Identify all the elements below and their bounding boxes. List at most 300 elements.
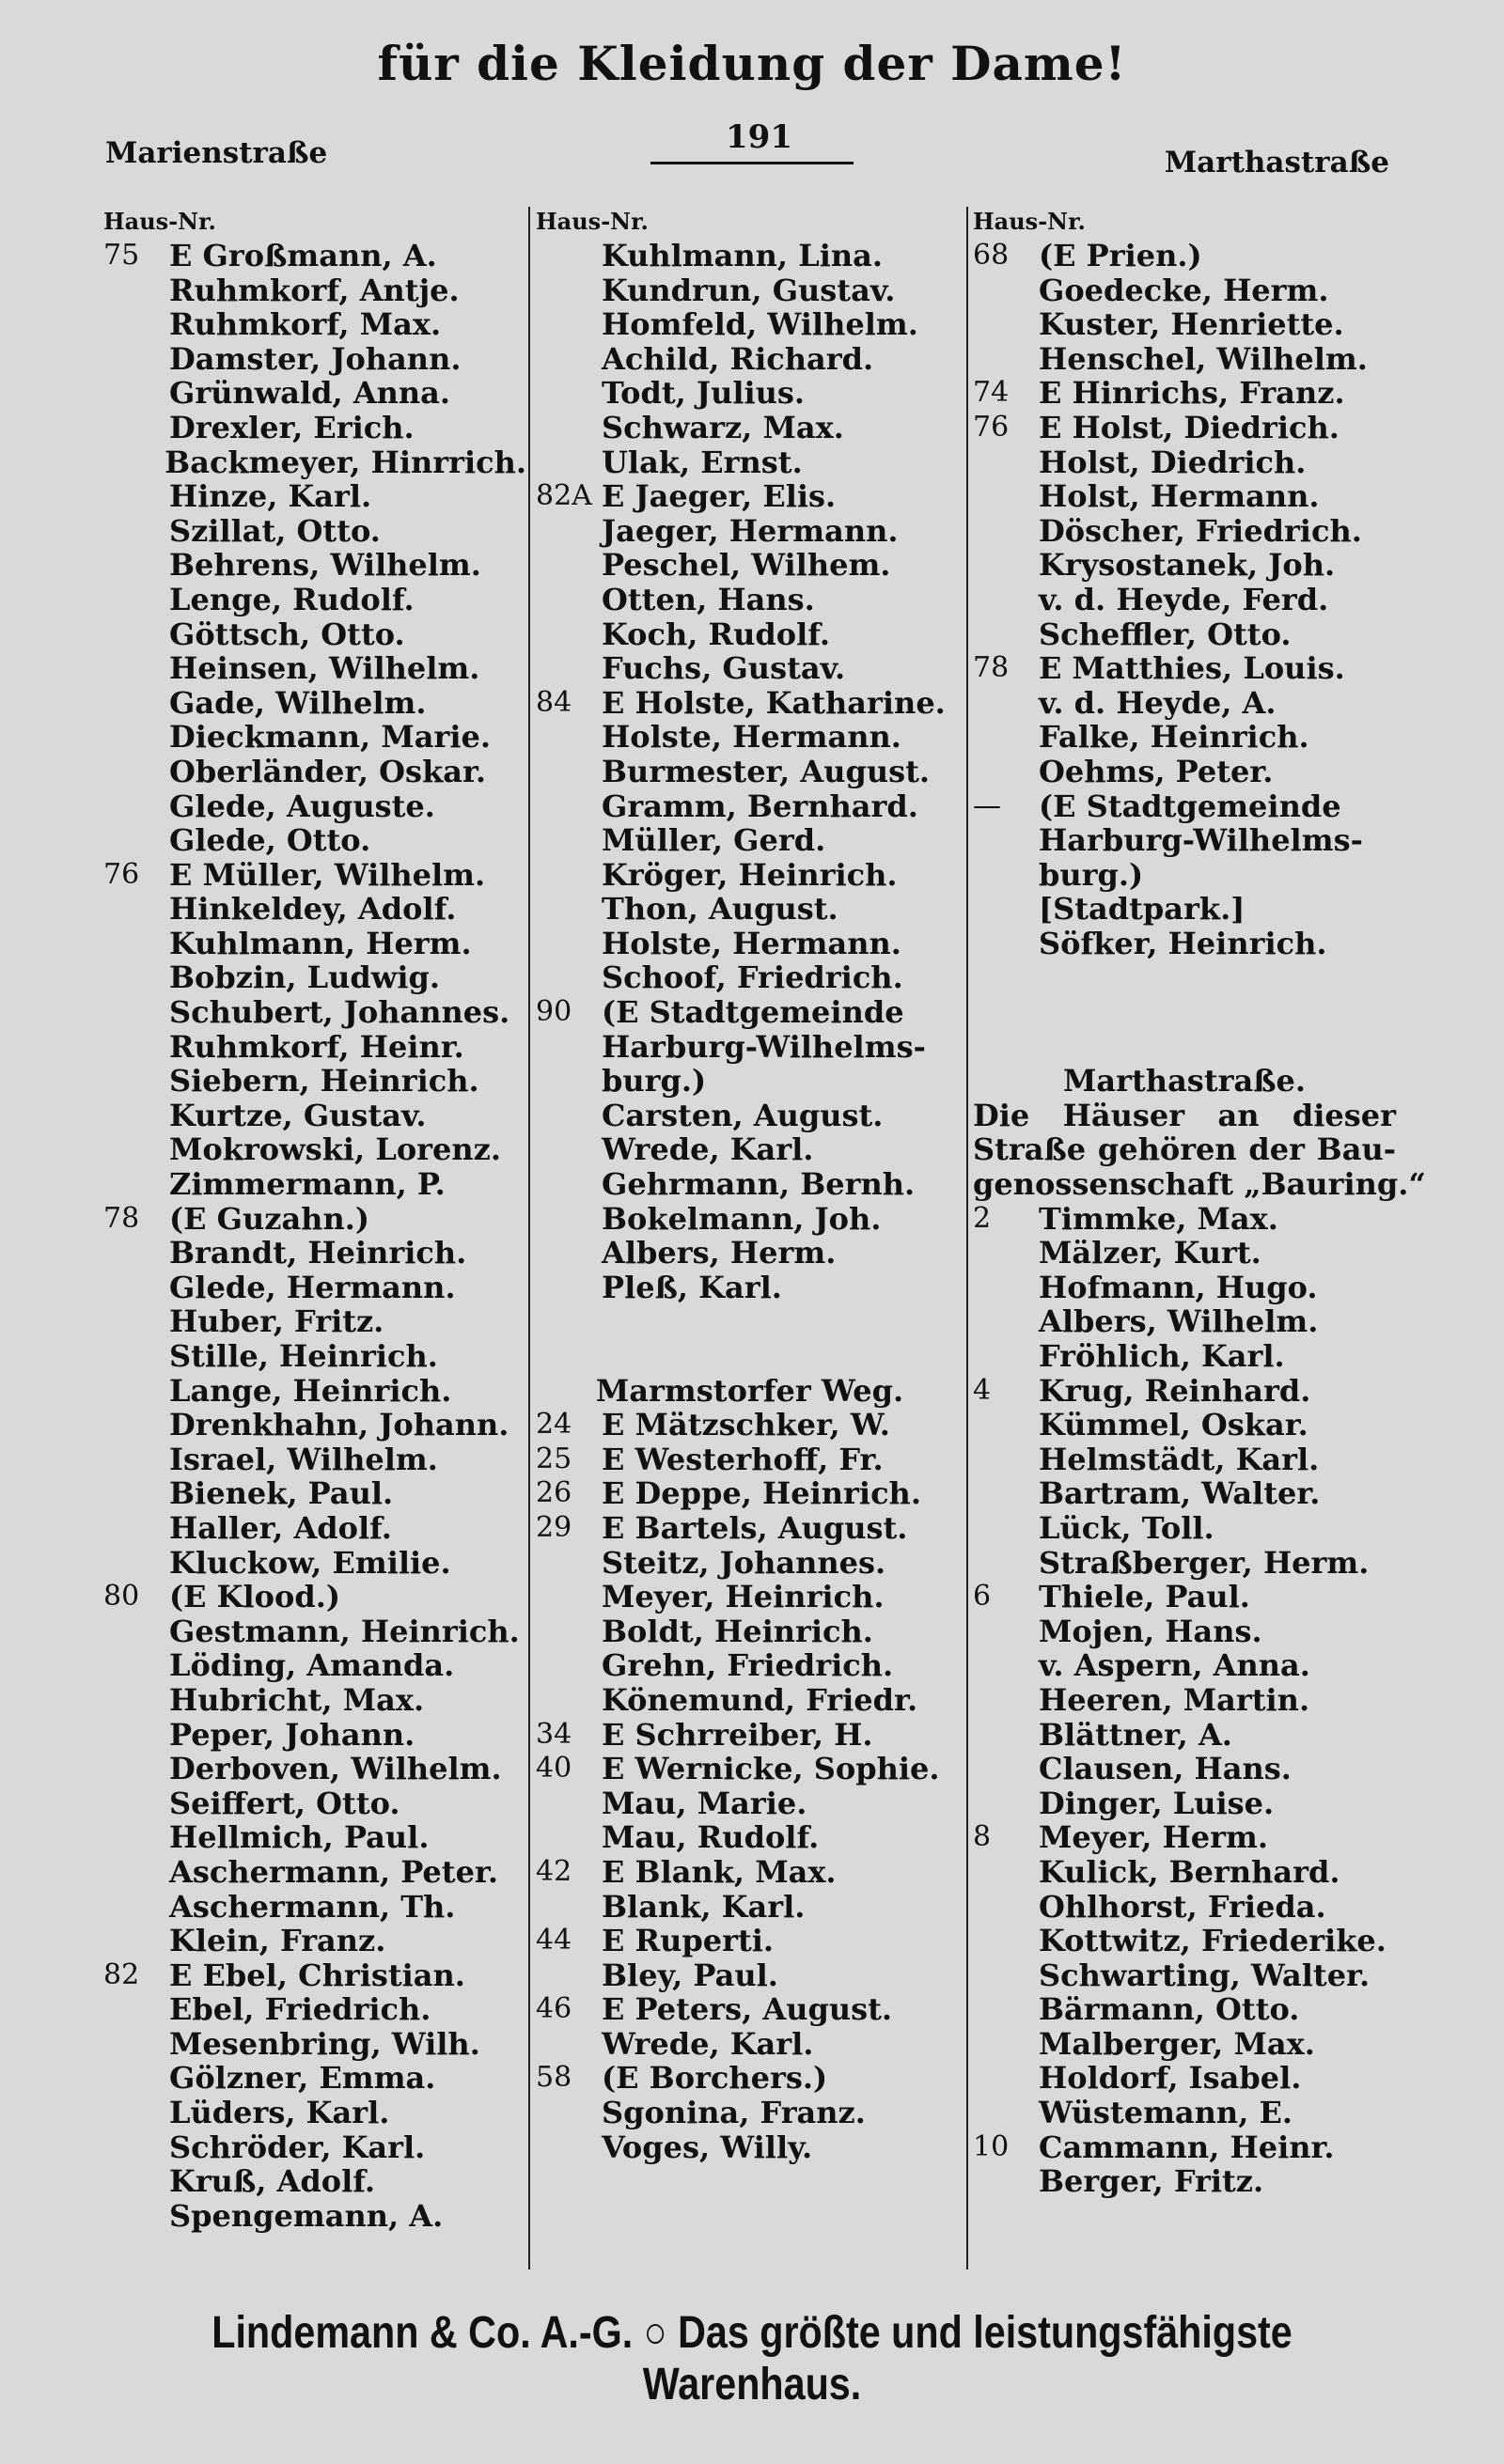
resident-entry [103, 2164, 526, 2199]
house-number [103, 1271, 169, 1305]
house-number: 76 [103, 857, 140, 891]
resident-entry [973, 1752, 1396, 1786]
resident-name: Pleß, Karl. [602, 1269, 782, 1305]
house-number: 8 [973, 1820, 992, 1854]
resident-name: Straßberger, Herm. [1039, 1544, 1370, 1581]
resident-entry [536, 2061, 964, 2096]
house-number: 24 [536, 1408, 572, 1442]
resident-entry [973, 1546, 1396, 1581]
house-number: 34 [536, 1717, 572, 1751]
house-number: 6 [973, 1580, 992, 1614]
resident-name: (E Stadtgemeinde [602, 994, 904, 1031]
resident-name: Bokelmann, Joh. [602, 1200, 882, 1237]
house-number [973, 1718, 1039, 1753]
resident-name: Hinze, Karl. [169, 478, 372, 515]
resident-entry [973, 2061, 1396, 2096]
house-number [973, 995, 1039, 1030]
resident-name: Lange, Heinrich. [169, 1372, 452, 1409]
resident-entry [973, 445, 1396, 480]
resident-name: Peper, Johann. [169, 1716, 415, 1753]
resident-name: Mau, Marie. [602, 1785, 807, 1821]
resident-entry [536, 1855, 964, 1890]
house-number [973, 1786, 1039, 1821]
resident-name: Otten, Hans. [602, 581, 815, 617]
house-number [536, 376, 602, 411]
resident-name: v. d. Heyde, A. [1039, 684, 1277, 721]
house-number [973, 1476, 1039, 1511]
resident-entry [973, 1476, 1396, 1511]
house-number: 42 [536, 1854, 572, 1888]
resident-name: Boldt, Heinrich. [602, 1613, 873, 1649]
resident-entry [973, 1236, 1396, 1271]
resident-entry [103, 1614, 526, 1649]
house-number [536, 858, 602, 893]
house-number [103, 1648, 169, 1683]
resident-name: Glede, Hermann. [169, 1269, 456, 1305]
house-number [103, 1030, 169, 1065]
resident-name: Schröder, Karl. [169, 2129, 426, 2165]
resident-name: Hubricht, Max. [169, 1681, 425, 1718]
resident-entry [973, 1030, 1396, 1065]
resident-name: Falke, Heinrich. [1039, 719, 1309, 756]
resident-name: Ohlhorst, Frieda. [1039, 1888, 1326, 1925]
resident-entry [536, 548, 964, 583]
house-number: 90 [536, 995, 572, 1029]
house-number [536, 892, 602, 927]
resident-entry [536, 273, 964, 308]
house-number: 78 [103, 1201, 140, 1235]
resident-name: Schwarz, Max. [602, 409, 844, 445]
resident-name: E Hinrichs, Franz. [1039, 375, 1345, 412]
resident-name: E Jaeger, Elis. [602, 478, 837, 515]
resident-entry [103, 1786, 526, 1821]
resident-entry [103, 1099, 526, 1133]
house-number [103, 1683, 169, 1718]
resident-name: Müller, Gerd. [602, 822, 826, 859]
resident-entry [973, 1374, 1396, 1409]
resident-name: Grehn, Friedrich. [602, 1647, 894, 1684]
resident-entry [536, 1030, 964, 1065]
resident-name: E Ruperti. [602, 1923, 775, 1959]
page-number: 191 [726, 118, 792, 156]
resident-name: Schwarting, Walter. [1039, 1957, 1371, 1993]
resident-entry [973, 686, 1396, 721]
resident-name: Backmeyer, Hinrrich. [164, 444, 526, 480]
resident-entry [973, 789, 1396, 824]
resident-entry [103, 1304, 526, 1339]
column-2 [536, 205, 964, 2164]
street-heading-text: Marthastraße. [1063, 1063, 1306, 1099]
resident-entry [973, 307, 1396, 342]
resident-name: Fröhlich, Karl. [1039, 1338, 1285, 1374]
resident-entry [103, 514, 526, 549]
resident-name [602, 1339, 964, 1374]
house-number [103, 1786, 169, 1821]
house-number [103, 1374, 169, 1409]
house-number [103, 755, 169, 789]
resident-entry [973, 411, 1396, 445]
resident-entry [536, 1339, 964, 1374]
house-number [103, 1132, 169, 1167]
resident-entry [103, 755, 526, 789]
resident-entry [973, 892, 1396, 927]
house-number: 25 [536, 1442, 572, 1475]
house-number [103, 548, 169, 583]
house-number [973, 927, 1039, 961]
resident-name: Kümmel, Oskar. [1039, 1407, 1308, 1443]
resident-entry [536, 1511, 964, 1546]
resident-entry [536, 411, 964, 445]
resident-entry [536, 1064, 964, 1099]
resident-entry [973, 239, 1396, 273]
note-line [973, 1099, 1396, 1133]
resident-entry [103, 2199, 526, 2234]
house-number [536, 960, 602, 995]
resident-name: Harburg-Wilhelms- [1039, 822, 1363, 859]
resident-entry [973, 1992, 1396, 2027]
resident-entry [536, 1718, 964, 1753]
resident-entry [973, 583, 1396, 617]
resident-entry [103, 686, 526, 721]
house-number [973, 307, 1039, 342]
resident-name: Löding, Amanda. [169, 1647, 455, 1684]
house-number [103, 651, 169, 686]
resident-name: Drenkhahn, Johann. [169, 1407, 509, 1443]
resident-entry [103, 1064, 526, 1099]
resident-name: Helmstädt, Karl. [1039, 1441, 1320, 1477]
resident-name: Gölzner, Emma. [169, 2060, 436, 2097]
resident-name: Brandt, Heinrich. [169, 1235, 467, 1271]
house-number [103, 1339, 169, 1374]
resident-name: Heeren, Martin. [1039, 1681, 1310, 1718]
house-number [103, 376, 169, 411]
resident-name: Achild, Richard. [602, 340, 874, 377]
house-number [103, 1546, 169, 1581]
house-number [973, 583, 1039, 617]
house-number [103, 927, 169, 961]
house-number [103, 583, 169, 617]
resident-entry [973, 1580, 1396, 1614]
resident-name: Berger, Fritz. [1039, 2163, 1264, 2200]
resident-entry [973, 1271, 1396, 1305]
house-number [536, 1202, 602, 1237]
house-number [973, 1511, 1039, 1546]
resident-entry [973, 1408, 1396, 1443]
resident-entry [536, 1304, 964, 1339]
resident-entry [103, 1132, 526, 1167]
house-number [973, 1924, 1039, 1958]
resident-name: E Peters, August. [602, 1991, 893, 2028]
resident-name: Hellmich, Paul. [169, 1819, 430, 1856]
house-number [103, 686, 169, 721]
resident-entry [103, 960, 526, 995]
column-3 [973, 205, 1426, 2200]
house-number: 80 [103, 1580, 140, 1614]
house-number [536, 1064, 602, 1099]
resident-entry [103, 1443, 526, 1477]
house-number [973, 514, 1039, 549]
resident-name: Ruhmkorf, Heinr. [169, 1028, 464, 1065]
resident-entry [536, 1167, 964, 1202]
resident-entry [973, 1786, 1396, 1821]
resident-name: Gestmann, Heinrich. [169, 1613, 520, 1649]
resident-name: Kuhlmann, Herm. [169, 925, 472, 961]
house-number [103, 1820, 169, 1855]
resident-entry [536, 1614, 964, 1649]
resident-name: Meyer, Heinrich. [602, 1579, 885, 1615]
resident-entry [536, 1580, 964, 1614]
resident-name: E Holste, Katharine. [602, 684, 946, 721]
house-number [536, 1030, 602, 1065]
resident-entry [536, 1820, 964, 1855]
resident-entry [103, 583, 526, 617]
resident-entry [973, 514, 1396, 549]
resident-name: Holst, Diedrich. [1039, 444, 1307, 480]
house-number [536, 1648, 602, 1683]
resident-entry [536, 1271, 964, 1305]
resident-entry [536, 1648, 964, 1683]
resident-entry [536, 307, 964, 342]
house-number: 2 [973, 1201, 992, 1235]
resident-entry [973, 342, 1396, 377]
resident-name: E Deppe, Heinrich. [602, 1475, 921, 1512]
house-number [536, 1890, 602, 1925]
resident-entry [103, 411, 526, 445]
resident-entry [536, 342, 964, 377]
resident-entry [536, 1546, 964, 1581]
house-number [536, 1271, 602, 1305]
resident-name: Voges, Willy. [602, 2129, 813, 2165]
resident-name: Homfeld, Wilhelm. [602, 306, 918, 343]
resident-name: Schubert, Johannes. [169, 994, 510, 1031]
house-number [103, 617, 169, 652]
house-number [536, 1236, 602, 1271]
resident-entry [536, 1476, 964, 1511]
resident-entry [536, 892, 964, 927]
resident-name: E Bartels, August. [602, 1509, 908, 1546]
resident-name: E Müller, Wilhelm. [169, 856, 486, 893]
resident-name: Mälzer, Kurt. [1039, 1235, 1261, 1271]
resident-entry [536, 376, 964, 411]
resident-name: Hofmann, Hugo. [1039, 1269, 1318, 1305]
resident-name: Bley, Paul. [602, 1957, 778, 1993]
house-number [536, 2096, 602, 2130]
house-number [973, 1648, 1039, 1683]
resident-entry [103, 892, 526, 927]
resident-name: Ulak, Ernst. [602, 444, 803, 480]
house-number [973, 2096, 1039, 2130]
resident-entry [536, 2130, 964, 2165]
resident-name: Kurtze, Gustav. [169, 1097, 427, 1133]
resident-entry [536, 1992, 964, 2027]
resident-entry [536, 1236, 964, 1271]
house-number [973, 1890, 1039, 1925]
house-number [536, 1132, 602, 1167]
resident-name: Kuster, Henriette. [1039, 306, 1344, 343]
house-number [973, 1271, 1039, 1305]
house-number-header: Haus-Nr. [973, 208, 1086, 235]
resident-entry [973, 617, 1396, 652]
resident-entry [536, 651, 964, 686]
resident-entry [536, 995, 964, 1030]
resident-entry [103, 1752, 526, 1786]
house-number [973, 823, 1039, 858]
house-number [536, 307, 602, 342]
house-number [973, 1304, 1039, 1339]
resident-name: Behrens, Wilhelm. [169, 547, 481, 584]
house-number [973, 1339, 1039, 1374]
house-number [103, 1992, 169, 2027]
house-number: 82 [103, 1957, 140, 1991]
house-number [973, 2164, 1039, 2199]
resident-entry [103, 651, 526, 686]
resident-name: Spengemann, A. [169, 2197, 444, 2234]
resident-name: Drexler, Erich. [169, 409, 415, 445]
resident-name: Damster, Johann. [169, 340, 462, 377]
resident-entry [973, 1820, 1396, 1855]
top-advert-banner: für die Kleidung der Dame! [377, 36, 1127, 91]
house-number-header: Haus-Nr. [536, 208, 649, 235]
resident-entry [536, 1683, 964, 1718]
resident-entry [973, 1304, 1396, 1339]
resident-entry [103, 1202, 526, 1237]
house-number [536, 411, 602, 445]
column-divider [528, 207, 530, 2269]
resident-entry [536, 858, 964, 893]
house-number [103, 1304, 169, 1339]
house-number [103, 479, 169, 514]
resident-name: burg.) [602, 1063, 707, 1099]
resident-name: Ruhmkorf, Antje. [169, 272, 460, 308]
house-number [103, 995, 169, 1030]
house-number [536, 1786, 602, 1821]
page-number-rule [650, 162, 854, 164]
house-number [536, 1580, 602, 1614]
resident-name: Dieckmann, Marie. [169, 719, 491, 756]
resident-entry [103, 1580, 526, 1614]
resident-name: Malberger, Max. [1039, 2025, 1315, 2062]
house-number [536, 823, 602, 858]
resident-name: Mojen, Hans. [1039, 1613, 1262, 1649]
house-number [103, 1476, 169, 1511]
resident-entry [536, 789, 964, 824]
house-number [103, 789, 169, 824]
house-number [103, 2164, 169, 2199]
resident-entry [973, 755, 1396, 789]
resident-entry [103, 1511, 526, 1546]
resident-entry [536, 1408, 964, 1443]
resident-name: Harburg-Wilhelms- [602, 1028, 926, 1065]
house-number [103, 1924, 169, 1958]
resident-name: Meyer, Herm. [1039, 1819, 1268, 1856]
resident-entry [536, 2096, 964, 2130]
resident-entry [973, 548, 1396, 583]
house-number [973, 892, 1039, 927]
house-number [973, 273, 1039, 308]
resident-name: Wüstemann, E. [1039, 2095, 1292, 2131]
house-number [973, 960, 1039, 995]
resident-name: Kuhlmann, Lina. [602, 238, 883, 273]
resident-name: Cammann, Heinr. [1039, 2129, 1335, 2165]
house-number [103, 2199, 169, 2234]
street-heading [973, 1064, 1396, 1099]
house-number [103, 1236, 169, 1271]
resident-name: Scheffler, Otto. [1039, 616, 1292, 652]
resident-entry [973, 1718, 1396, 1753]
resident-entry [536, 514, 964, 549]
house-number [536, 342, 602, 377]
house-number: 29 [536, 1510, 572, 1544]
resident-entry [536, 1443, 964, 1477]
resident-entry [103, 1683, 526, 1718]
house-number [103, 445, 164, 480]
resident-name: Oehms, Peter. [1039, 753, 1274, 789]
resident-entry [103, 2027, 526, 2062]
resident-name: Szillat, Otto. [169, 512, 381, 549]
column-divider [966, 207, 968, 2269]
resident-entry [103, 1374, 526, 1409]
resident-entry [536, 239, 964, 273]
resident-entry [103, 1339, 526, 1374]
house-number [973, 1408, 1039, 1443]
resident-entry [973, 1683, 1396, 1718]
resident-entry [103, 789, 526, 824]
resident-name: E Blank, Max. [602, 1853, 837, 1890]
resident-name: burg.) [1039, 856, 1144, 893]
house-number [536, 445, 602, 480]
resident-entry [536, 479, 964, 514]
resident-name: Grünwald, Anna. [169, 375, 451, 412]
house-number [103, 1408, 169, 1443]
resident-name: Krug, Reinhard. [1039, 1372, 1311, 1409]
resident-entry [103, 1958, 526, 1993]
resident-name: E Großmann, A. [169, 238, 437, 273]
resident-name: Henschel, Wilhelm. [1039, 340, 1368, 377]
house-number: 10 [973, 2129, 1010, 2163]
house-number [536, 1167, 602, 1202]
house-number [103, 1890, 169, 1925]
resident-name: [Stadtpark.] [1039, 891, 1246, 928]
resident-name: Blättner, A. [1039, 1716, 1232, 1753]
house-number [536, 1614, 602, 1649]
house-number [103, 1855, 169, 1890]
house-number [103, 1752, 169, 1786]
house-number [536, 651, 602, 686]
resident-name: Gehrmann, Bernh. [602, 1166, 916, 1203]
resident-name: Aschermann, Th. [169, 1888, 456, 1925]
resident-entry [103, 2096, 526, 2130]
resident-entry [103, 239, 526, 273]
house-number: 26 [536, 1476, 572, 1510]
resident-entry [103, 1271, 526, 1305]
resident-name: Aschermann, Peter. [169, 1853, 498, 1890]
resident-name: Bartram, Walter. [1039, 1475, 1321, 1512]
house-number [973, 1958, 1039, 1993]
resident-name: (E Stadtgemeinde [1039, 788, 1341, 824]
resident-name: Burmester, August. [602, 753, 931, 789]
resident-name: Stille, Heinrich. [169, 1338, 438, 1374]
resident-name: Gade, Wilhelm. [169, 684, 427, 721]
resident-entry [973, 960, 1396, 995]
resident-name: Timmke, Max. [1039, 1200, 1278, 1237]
resident-name: Zimmermann, P. [169, 1166, 446, 1203]
resident-name: Heinsen, Wilhelm. [169, 650, 480, 687]
resident-name: Mau, Rudolf. [602, 1819, 820, 1856]
resident-name: (E Borchers.) [602, 2060, 828, 2097]
resident-name: Blank, Karl. [602, 1888, 806, 1925]
house-number: 78 [973, 651, 1010, 685]
resident-entry [536, 686, 964, 721]
